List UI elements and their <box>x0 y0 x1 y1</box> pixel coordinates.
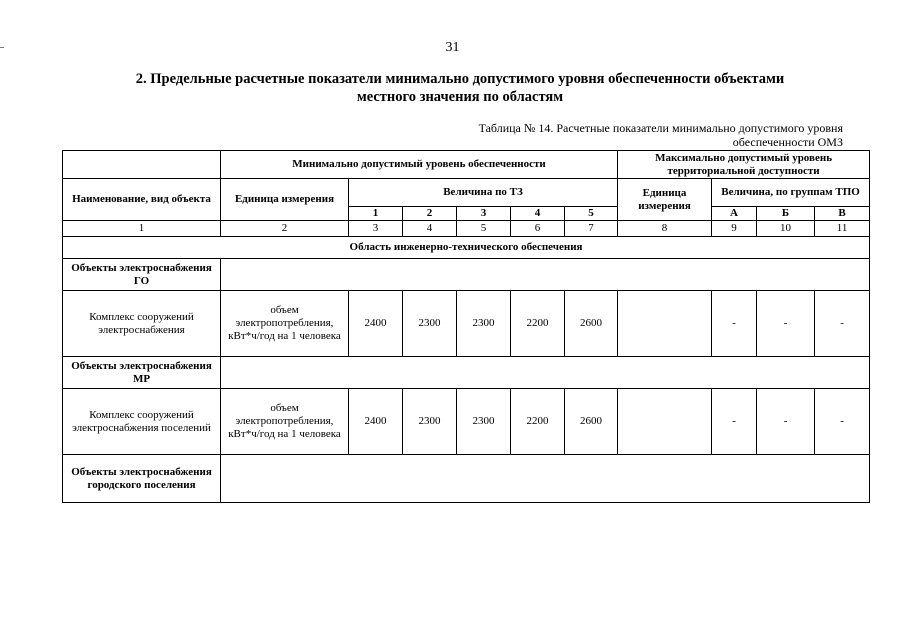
tpo-cell: - <box>815 389 870 455</box>
indicators-table <box>62 150 870 503</box>
column-number: 9 <box>712 221 757 237</box>
tpo-cell: - <box>712 291 757 357</box>
value-cell: 2300 <box>457 389 511 455</box>
column-number: 4 <box>403 221 457 237</box>
header-empty-cell <box>63 151 221 179</box>
column-number: 5 <box>457 221 511 237</box>
value-cell: 2600 <box>565 389 618 455</box>
column-number: 6 <box>511 221 565 237</box>
header-tpo-col: Б <box>757 207 815 221</box>
section-title-mr: Объекты электроснабжения МР <box>63 357 221 389</box>
tpo-cell: - <box>757 389 815 455</box>
section-empty-cell <box>221 259 870 291</box>
section-row-mr <box>63 357 870 389</box>
section-empty-cell <box>221 357 870 389</box>
header-value-tpo: Величина, по группам ТПО <box>712 179 870 207</box>
unit-cell: объем электропотребления, кВт*ч/год на 1 человека <box>221 291 349 357</box>
value-cell: 2300 <box>457 291 511 357</box>
value-cell: 2400 <box>349 291 403 357</box>
tpo-cell: - <box>757 291 815 357</box>
column-number: 8 <box>618 221 712 237</box>
value-cell: 2400 <box>349 389 403 455</box>
section-empty-cell <box>221 455 870 503</box>
header-tpo-col: В <box>815 207 870 221</box>
header-tz-col: 1 <box>349 207 403 221</box>
header-unit-max: Единица измерения <box>618 179 712 221</box>
value-cell: 2300 <box>403 389 457 455</box>
column-number: 7 <box>565 221 618 237</box>
header-min-level: Минимально допустимый уровень обеспеченности <box>221 151 618 179</box>
section-title-line1: 2. Предельные расчетные показатели минимально допустимого уровня обеспеченности объектами <box>135 71 785 87</box>
header-tz-col: 2 <box>403 207 457 221</box>
table-caption <box>443 121 843 149</box>
page-number: 31 <box>445 40 460 55</box>
value-cell: 2200 <box>511 389 565 455</box>
section-row-gp <box>63 455 870 503</box>
header-unit-min: Единица измерения <box>221 179 349 221</box>
area-title-row <box>63 237 870 259</box>
tpo-cell: - <box>712 389 757 455</box>
section-title-go: Объекты электроснабжения ГО <box>63 259 221 291</box>
header-tpo-col: А <box>712 207 757 221</box>
object-name-cell: Комплекс сооружений электроснабжения <box>63 291 221 357</box>
area-title: Область инженерно-технического обеспечения <box>63 237 870 259</box>
unit-max-cell <box>618 389 712 455</box>
value-cell: 2600 <box>565 291 618 357</box>
section-title-line2: местного значения по областям <box>356 89 564 105</box>
header-tz-col: 3 <box>457 207 511 221</box>
tpo-cell: - <box>815 291 870 357</box>
value-cell: 2200 <box>511 291 565 357</box>
column-number: 10 <box>757 221 815 237</box>
object-name-cell: Комплекс сооружений электроснабжения поселений <box>63 389 221 455</box>
column-number: 11 <box>815 221 870 237</box>
unit-max-cell <box>618 291 712 357</box>
table-row-mr <box>63 389 870 455</box>
table-row-go <box>63 291 870 357</box>
section-row-go <box>63 259 870 291</box>
column-number: 3 <box>349 221 403 237</box>
table-header-sub-row <box>63 179 870 207</box>
header-tz-col: 5 <box>565 207 618 221</box>
header-tz-col: 4 <box>511 207 565 221</box>
table-caption-line2: обеспеченности ОМЗ <box>732 135 843 149</box>
unit-cell: объем электропотребления, кВт*ч/год на 1 человека <box>221 389 349 455</box>
header-value-tz: Величина по ТЗ <box>349 179 618 207</box>
table-header-group-row <box>63 151 870 179</box>
section-title <box>60 70 860 106</box>
header-max-level: Максимально допустимый уровень территориальной доступности <box>618 151 870 179</box>
column-number: 2 <box>221 221 349 237</box>
section-title-gp: Объекты электроснабжения городского поселения <box>63 455 221 503</box>
header-object-name: Наименование, вид объекта <box>63 179 221 221</box>
column-number-row <box>63 221 870 237</box>
value-cell: 2300 <box>403 291 457 357</box>
column-number: 1 <box>63 221 221 237</box>
table-caption-line1: Таблица № 14. Расчетные показатели минимально допустимого уровня <box>478 121 843 135</box>
